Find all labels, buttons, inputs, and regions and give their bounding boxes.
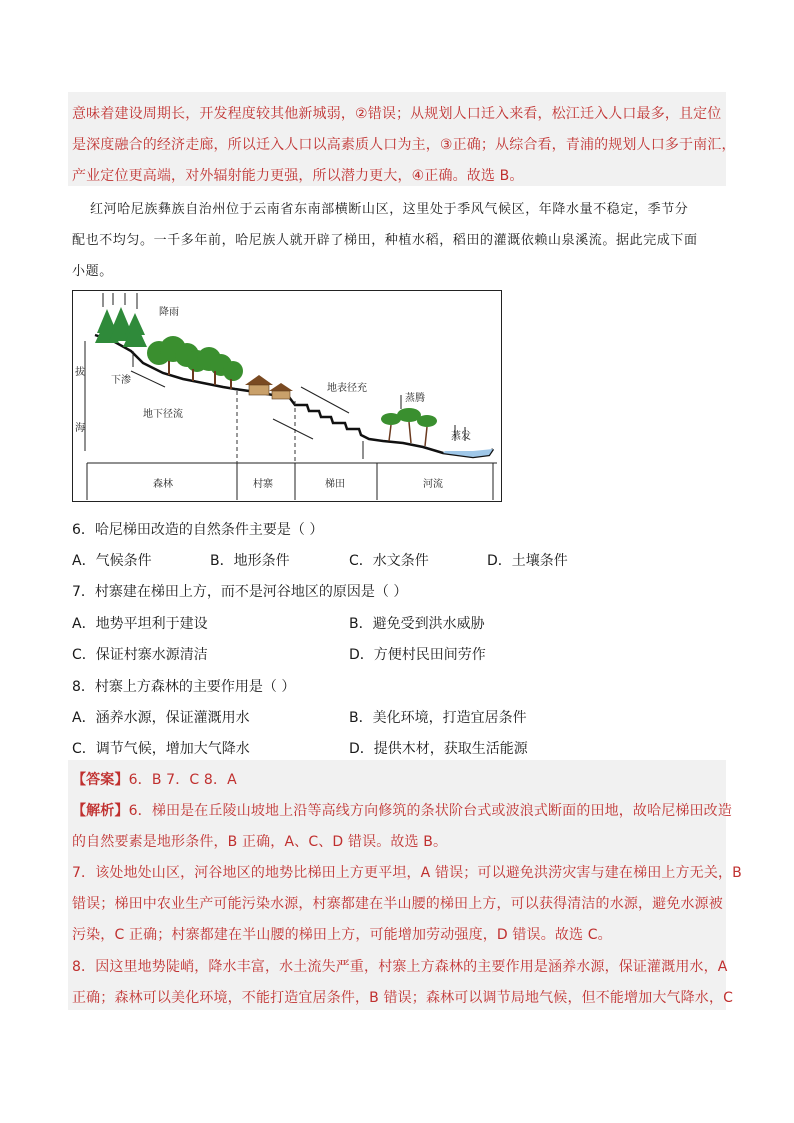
label-rain: 降雨 xyxy=(159,307,179,318)
question-6-option-b: B．地形条件 xyxy=(210,553,290,569)
passage-line-1: 红河哈尼族彝族自治州位于云南省东南部横断山区，这里处于季风气候区，年降水量不稳定，季节分 xyxy=(90,202,689,217)
label-surface: 地表径充 xyxy=(327,383,367,394)
question-6-option-d: D．土壤条件 xyxy=(487,553,568,569)
question-6-stem: 6．哈尼梯田改造的自然条件主要是（ ） xyxy=(72,522,324,538)
label-evaporation: 蒸发 xyxy=(451,431,471,442)
question-7-option-d: D．方便村民田间劳作 xyxy=(349,647,486,663)
label-altitude-top: 拔 xyxy=(75,367,85,378)
answer-text: 6．B 7．C 8．A xyxy=(128,772,237,788)
zone-forest: 森林 xyxy=(153,479,173,490)
analysis-line-2: 的自然要素是地形条件，B 正确，A、C、D 错误。故选 B。 xyxy=(72,834,448,850)
terrace-diagram-drawing xyxy=(73,291,500,500)
label-infiltration: 下渗 xyxy=(111,375,131,386)
analysis-line-1 xyxy=(72,800,732,820)
terrace-diagram xyxy=(72,290,502,502)
prev-analysis-line-3: 产业定位更高端，对外辐射能力更强，所以潜力更大，④正确。故选 B。 xyxy=(72,168,524,184)
question-7-option-b: B．避免受到洪水威胁 xyxy=(349,616,485,632)
analysis-line-6: 8．因这里地势陡峭，降水丰富，水土流失严重，村寨上方森林的主要作用是涵养水源，保证灌溉用水，A xyxy=(72,959,728,975)
prev-analysis-line-1: 意味着建设周期长，开发程度较其他新城弱，②错误；从规划人口迁入来看，松江迁入人口最多，且定位 xyxy=(72,106,722,122)
analysis-line-7: 正确；森林可以美化环境，不能打造宜居条件，B 错误；森林可以调节局地气候，但不能增加大气降水，C xyxy=(72,990,734,1006)
zone-village: 村寨 xyxy=(253,479,273,490)
question-8-option-c: C．调节气候，增加大气降水 xyxy=(72,741,250,757)
question-8-option-b: B．美化环境，打造宜居条件 xyxy=(349,710,527,726)
label-altitude-bottom: 海 xyxy=(75,423,85,434)
analysis-line-3: 7．该处地处山区，河谷地区的地势比梯田上方更平坦，A 错误；可以避免洪涝灾害与建在梯田上方无关，B xyxy=(72,865,742,881)
question-7-option-a: A．地势平坦利于建设 xyxy=(72,616,208,632)
prev-analysis-line-2: 是深度融合的经济走廊，所以迁入人口以高素质人口为主，③正确；从综合看，青浦的规划人口多于南汇， xyxy=(72,137,736,153)
question-8-stem: 8．村寨上方森林的主要作用是（ ） xyxy=(72,679,296,695)
zone-terrace: 梯田 xyxy=(325,479,345,490)
analysis-text-1: 6．梯田是在丘陵山坡地上沿等高线方向修筑的条状阶台式或波浪式断面的田地，故哈尼梯田改造 xyxy=(128,803,732,819)
question-7-stem: 7．村寨建在梯田上方，而不是河谷地区的原因是（ ） xyxy=(72,584,408,600)
analysis-line-4: 错误；梯田中农业生产可能污染水源，村寨都建在半山腰的梯田上方，可以获得清洁的水源，避免水源被 xyxy=(72,896,723,912)
label-transpiration: 蒸腾 xyxy=(405,393,425,404)
passage-line-2: 配也不均匀。一千多年前，哈尼族人就开辟了梯田，种植水稻，稻田的灌溉依赖山泉溪流。据此完成下面 xyxy=(72,233,698,248)
answer-line xyxy=(72,769,237,789)
zone-river: 河流 xyxy=(423,479,443,490)
analysis-label: 【解析】 xyxy=(72,803,129,819)
question-6-option-c: C．水文条件 xyxy=(349,553,429,569)
label-groundwater: 地下径流 xyxy=(143,409,183,420)
question-7-option-c: C．保证村寨水源清洁 xyxy=(72,647,208,663)
answer-label: 【答案】 xyxy=(72,772,129,788)
passage-line-3: 小题。 xyxy=(72,264,113,279)
analysis-line-5: 污染，C 正确；村寨都建在半山腰的梯田上方，可能增加劳动强度，D 错误。故选 C。 xyxy=(72,927,612,943)
question-6-option-a: A．气候条件 xyxy=(72,553,152,569)
question-8-option-d: D．提供木材，获取生活能源 xyxy=(349,741,528,757)
question-8-option-a: A．涵养水源，保证灌溉用水 xyxy=(72,710,250,726)
